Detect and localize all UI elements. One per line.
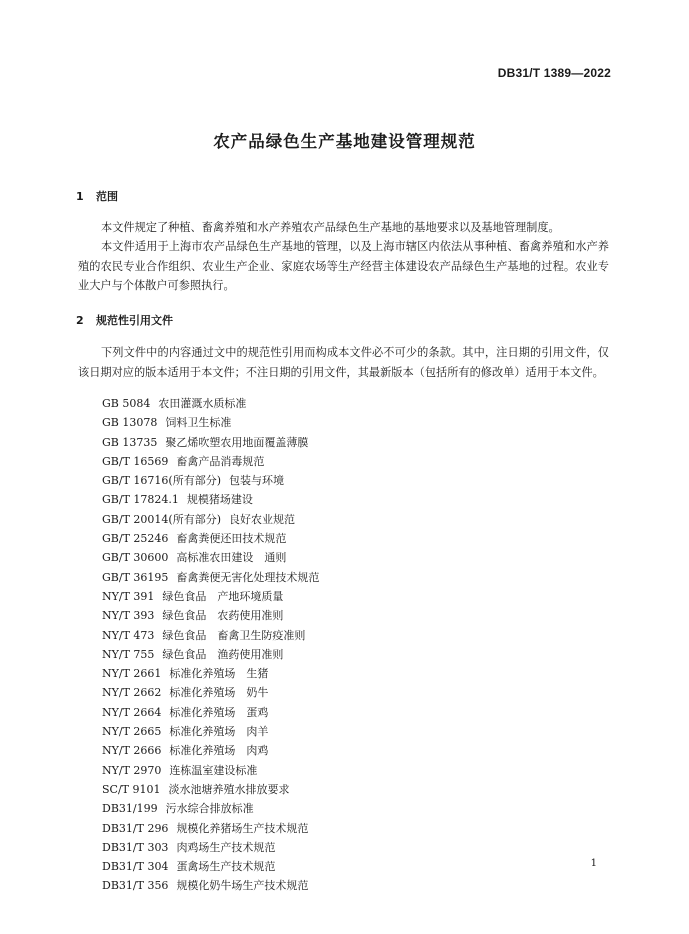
reference-name: 规模猪场建设 bbox=[186, 493, 253, 507]
reference-item bbox=[102, 780, 319, 799]
reference-item bbox=[102, 568, 319, 587]
reference-name: 标准化养殖场 奶牛 bbox=[169, 686, 269, 700]
reference-code: GB/T 36195 bbox=[102, 570, 169, 584]
reference-item bbox=[102, 664, 319, 683]
reference-item bbox=[102, 394, 319, 413]
reference-code: DB31/T 303 bbox=[102, 840, 169, 854]
reference-code: GB/T 30600 bbox=[102, 551, 169, 565]
reference-name: 污水综合排放标准 bbox=[165, 802, 254, 816]
reference-item bbox=[102, 683, 319, 702]
reference-name: 畜禽产品消毒规范 bbox=[176, 454, 265, 468]
reference-code: SC/T 9101 bbox=[102, 782, 161, 796]
reference-code: NY/T 755 bbox=[102, 647, 155, 661]
reference-code: DB31/199 bbox=[102, 802, 158, 816]
standard-number: DB31/T 1389—2022 bbox=[497, 66, 611, 80]
reference-item bbox=[102, 799, 319, 818]
reference-item bbox=[102, 761, 319, 780]
reference-name: 连栋温室建设标准 bbox=[169, 763, 258, 777]
reference-code: GB/T 16716(所有部分) bbox=[102, 474, 221, 488]
section-1-heading bbox=[76, 188, 118, 204]
reference-name: 绿色食品 畜禽卫生防疫准则 bbox=[162, 628, 306, 642]
reference-item bbox=[102, 433, 319, 452]
reference-name: 标准化养殖场 肉鸡 bbox=[169, 744, 269, 758]
reference-item bbox=[102, 510, 319, 529]
reference-item bbox=[102, 819, 319, 838]
reference-code: NY/T 473 bbox=[102, 628, 155, 642]
reference-item bbox=[102, 857, 319, 876]
section-1-title: 范围 bbox=[96, 190, 118, 203]
reference-item bbox=[102, 548, 319, 567]
reference-code: NY/T 2662 bbox=[102, 686, 162, 700]
section-2-intro: 下列文件中的内容通过文中的规范性引用而构成本文件必不可少的条款。其中，注日期的引用文件，仅该日期对应的版本适用于本文件；不注日期的引用文件，其最新版本（包括所有的修改单）适用于本文件。 bbox=[78, 346, 609, 379]
reference-name: 良好农业规范 bbox=[229, 512, 295, 526]
reference-name: 规模化奶牛场生产技术规范 bbox=[176, 879, 309, 893]
section-1-paragraph-2: 本文件适用于上海市农产品绿色生产基地的管理，以及上海市辖区内依法从事种植、畜禽养殖和水产养殖的农民专业合作组织、农业生产企业、家庭农场等生产经营主体建设农产品绿色生产基地的过程。农业专业大户与个体散户可参照执行。 bbox=[78, 240, 609, 292]
reference-list bbox=[102, 394, 319, 896]
page-number: 1 bbox=[590, 858, 597, 869]
reference-name: 绿色食品 农药使用准则 bbox=[162, 609, 284, 623]
document-title: 农产品绿色生产基地建设管理规范 bbox=[213, 132, 476, 151]
reference-code: NY/T 2664 bbox=[102, 705, 162, 719]
reference-code: GB/T 25246 bbox=[102, 532, 169, 546]
reference-code: NY/T 2661 bbox=[102, 667, 162, 681]
reference-name: 标准化养殖场 肉羊 bbox=[169, 725, 269, 739]
reference-item bbox=[102, 471, 319, 490]
reference-code: DB31/T 304 bbox=[102, 860, 169, 874]
reference-item bbox=[102, 703, 319, 722]
reference-code: GB 5084 bbox=[102, 397, 151, 410]
reference-code: NY/T 393 bbox=[102, 609, 155, 623]
reference-code: NY/T 2970 bbox=[102, 763, 162, 777]
reference-name: 饲料卫生标准 bbox=[165, 416, 232, 430]
section-2-number: 2 bbox=[76, 314, 84, 327]
reference-code: DB31/T 356 bbox=[102, 879, 169, 893]
reference-code: NY/T 2665 bbox=[102, 725, 162, 739]
reference-code: GB 13078 bbox=[102, 416, 158, 430]
reference-name: 标准化养殖场 生猪 bbox=[169, 667, 269, 681]
reference-name: 绿色食品 渔药使用准则 bbox=[162, 647, 284, 661]
reference-item bbox=[102, 741, 319, 760]
reference-item bbox=[102, 645, 319, 664]
reference-item bbox=[102, 587, 319, 606]
reference-name: 包装与环境 bbox=[229, 474, 284, 488]
reference-code: GB/T 20014(所有部分) bbox=[102, 512, 221, 526]
reference-name: 畜禽粪便无害化处理技术规范 bbox=[176, 570, 320, 584]
section-1-number: 1 bbox=[76, 190, 84, 203]
reference-name: 肉鸡场生产技术规范 bbox=[176, 840, 276, 854]
reference-name: 标准化养殖场 蛋鸡 bbox=[169, 705, 269, 719]
reference-item bbox=[102, 413, 319, 432]
reference-code: GB 13735 bbox=[102, 435, 158, 449]
reference-code: GB/T 17824.1 bbox=[102, 493, 179, 507]
reference-item bbox=[102, 529, 319, 548]
reference-code: NY/T 2666 bbox=[102, 744, 162, 758]
reference-item bbox=[102, 606, 319, 625]
reference-name: 农田灌溉水质标准 bbox=[158, 397, 247, 410]
section-2-title: 规范性引用文件 bbox=[96, 314, 173, 327]
reference-item bbox=[102, 876, 319, 895]
reference-name: 绿色食品 产地环境质量 bbox=[162, 589, 284, 603]
reference-item bbox=[102, 452, 319, 471]
reference-item bbox=[102, 626, 319, 645]
section-2-heading bbox=[76, 312, 173, 328]
reference-code: GB/T 16569 bbox=[102, 454, 169, 468]
reference-name: 规模化养猪场生产技术规范 bbox=[176, 821, 309, 835]
reference-name: 淡水池塘养殖水排放要求 bbox=[168, 782, 290, 796]
reference-name: 蛋禽场生产技术规范 bbox=[176, 860, 276, 874]
reference-item bbox=[102, 722, 319, 741]
reference-name: 聚乙烯吹塑农用地面覆盖薄膜 bbox=[165, 435, 309, 449]
reference-item bbox=[102, 490, 319, 509]
reference-code: DB31/T 296 bbox=[102, 821, 169, 835]
reference-name: 畜禽粪便还田技术规范 bbox=[176, 532, 287, 546]
reference-name: 高标准农田建设 通则 bbox=[176, 551, 287, 565]
reference-code: NY/T 391 bbox=[102, 589, 155, 603]
section-1-paragraph-1: 本文件规定了种植、畜禽养殖和水产养殖农产品绿色生产基地的基地要求以及基地管理制度。 bbox=[101, 221, 560, 234]
reference-item bbox=[102, 838, 319, 857]
